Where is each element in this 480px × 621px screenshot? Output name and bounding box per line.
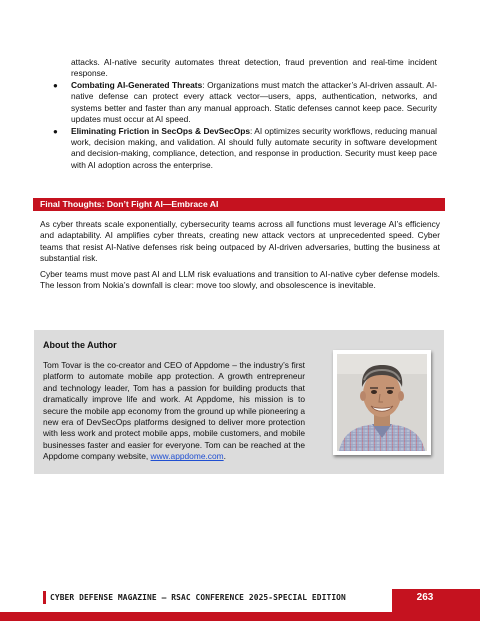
bullet-icon: ● — [53, 126, 58, 136]
author-heading: About the Author — [43, 340, 117, 350]
author-bio-text: Tom Tovar is the co-creator and CEO of Appdome – the industry’s first platform to automate mobile app protection. A growth entrepreneur and technology leader, Tom has a passion for building products that dramatically improve life and work. At Appdome, his mission is to secure the mobile app economy from the ground up while pioneering a new era of DevSecOps platforms designed to deliver more protection with less work and protect mobile apps, mobile customers, and mobile businesses faster and easier for everyone. Tom can be reached at the Appdome company website, — [43, 360, 305, 462]
bullet-heading: Combating AI-Generated Threats — [71, 80, 203, 90]
bullet-text: : Organizations must match the attacker’s AI-driven assault. AI-native defense can protect every attack vector—users, apps, authentication, networks, and systems better and faster than any manual approach. Static defenses cannot keep pace. Security updates must occur at AI speed. — [71, 80, 437, 125]
about-author-box — [34, 330, 444, 474]
page-number: 263 — [416, 592, 434, 603]
body-paragraph: As cyber threats scale exponentially, cybersecurity teams across all functions must leverage AI’s efficiency and adaptability. AI amplifies cyber threats, creating new attack vectors at unprecedented speed. Cyber teams that resist AI-Native defenses risk being outpaced by AI-driven adversaries, butting the business at substantial risk. — [40, 219, 440, 264]
list-item — [51, 126, 437, 172]
bullet-heading: Eliminating Friction in SecOps & DevSecOps — [71, 125, 250, 136]
footer-accent-bar — [43, 591, 46, 604]
section-heading: Final Thoughts: Don’t Fight AI—Embrace AI — [33, 198, 445, 211]
publication-title: CYBER DEFENSE MAGAZINE – RSAC CONFERENCE 2025-SPECIAL EDITION — [50, 593, 346, 602]
list-item — [51, 80, 437, 126]
bullet-list — [51, 80, 437, 171]
bullet-text: : AI optimizes security workflows, reducing manual work, decision making, and validation. AI should fully automate security in software development and decision-making, compliance, detection, and response in production. Security must keep pace with AI adoption across the enterprise. — [71, 125, 437, 170]
author-bio — [43, 360, 305, 463]
body-paragraph: Cyber teams must move past AI and LLM risk evaluations and transition to AI-native cyber defense models. The lesson from Nokia’s downfall is clear: move too slowly, and obsolescence is inevitable. — [40, 269, 440, 291]
author-photo — [333, 350, 431, 455]
continued-paragraph: attacks. AI-native security automates threat detection, fraud prevention and real-time incident response. — [71, 57, 437, 79]
bullet-icon: ● — [53, 81, 58, 90]
author-portrait-image — [337, 354, 427, 451]
author-website-link[interactable]: www.appdome.com — [150, 451, 224, 462]
author-bio-end: . — [223, 451, 226, 462]
